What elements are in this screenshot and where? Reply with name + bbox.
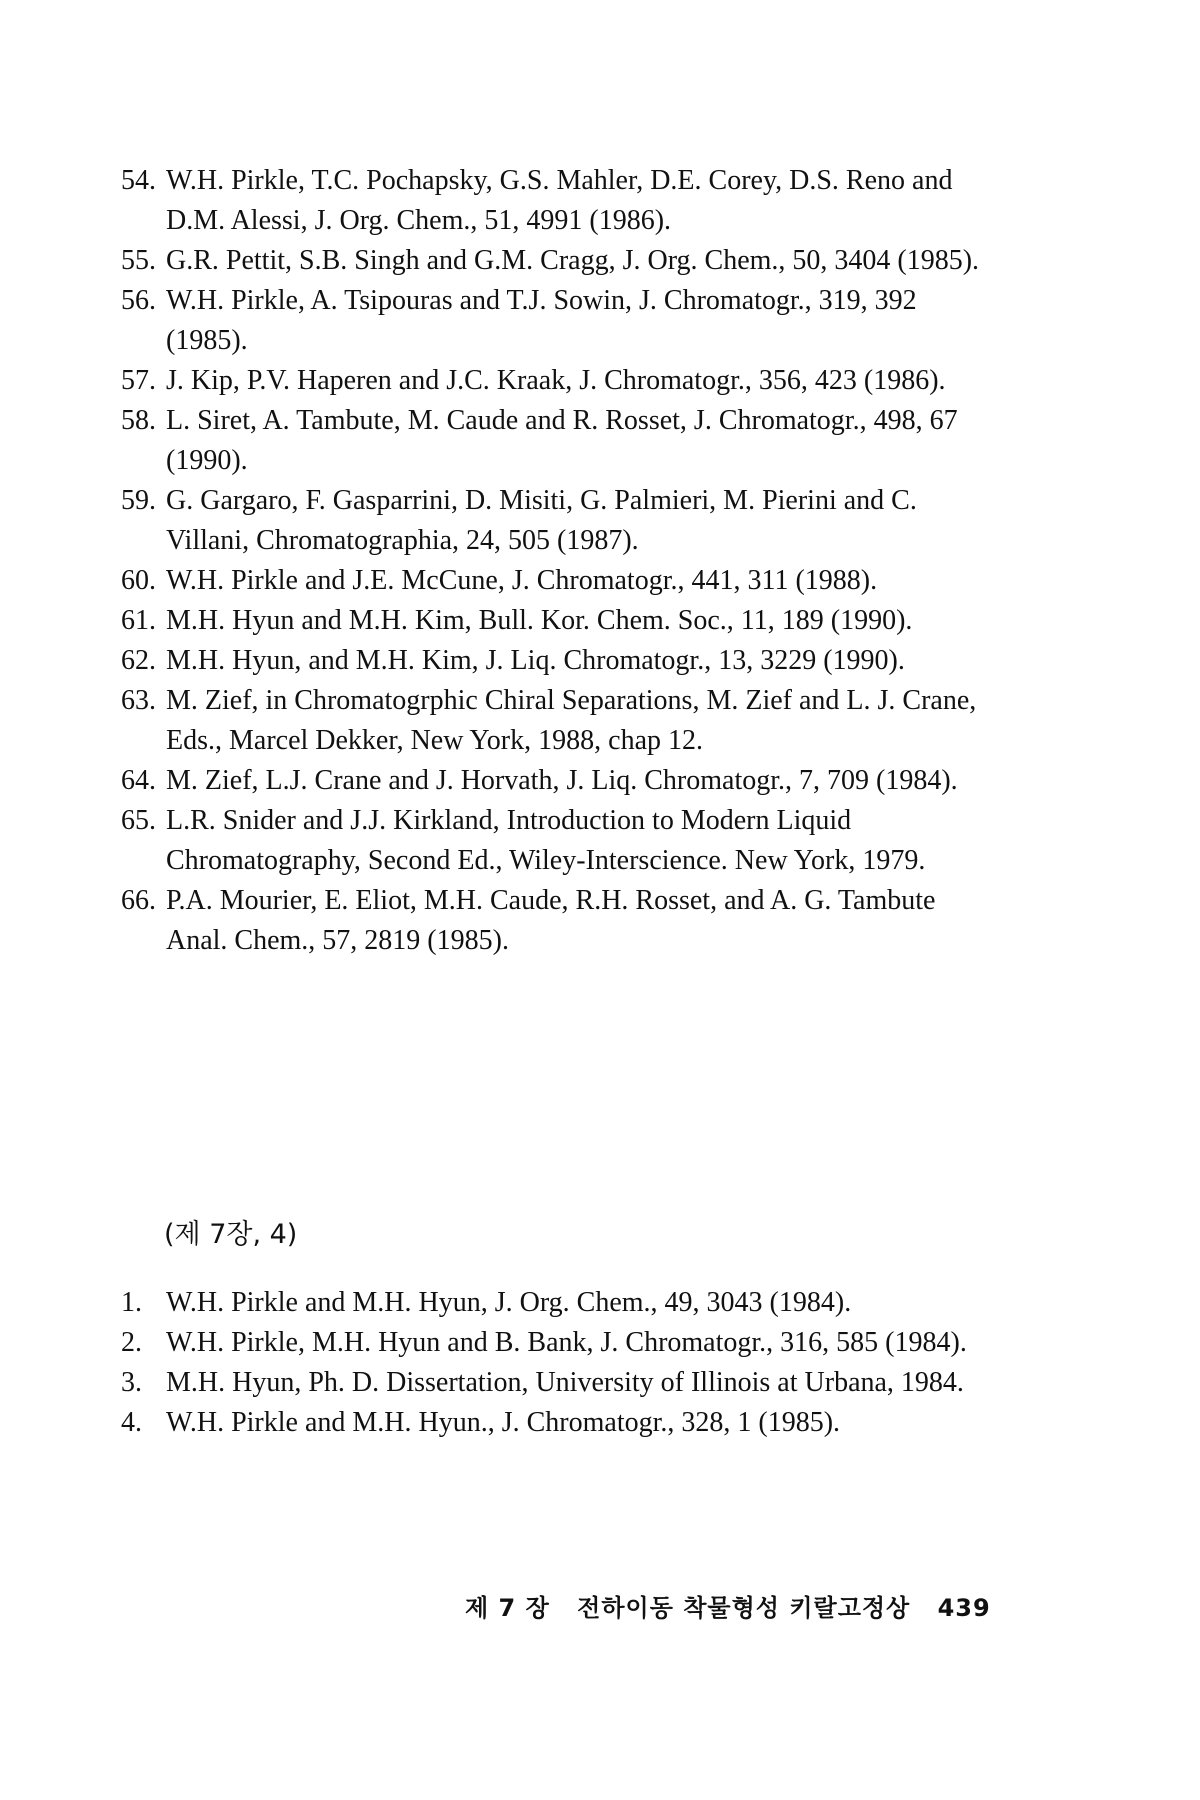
reference-text: M.H. Hyun and M.H. Kim, Bull. Kor. Chem. Soc., 11, 189 (1990). (166, 605, 913, 636)
reference-text: L.R. Snider and J.J. Kirkland, Introduction to Modern Liquid Chromatography, Second Ed., Wiley-Interscience. New York, 1979. (166, 805, 926, 876)
page-number: 439 (937, 1594, 991, 1622)
reference-number: 62. (121, 645, 156, 676)
reference-number: 63. (121, 685, 156, 716)
reference-number: 55. (121, 245, 156, 276)
reference-number: 65. (121, 805, 156, 836)
reference-number: 54. (121, 165, 156, 196)
reference-number: 4. (121, 1407, 142, 1438)
reference-text: W.H. Pirkle, A. Tsipouras and T.J. Sowin, J. Chromatogr., 319, 392 (1985). (166, 285, 917, 356)
reference-text: W.H. Pirkle and M.H. Hyun., J. Chromatogr., 328, 1 (1985). (166, 1407, 841, 1438)
reference-item (121, 801, 1001, 881)
reference-item (121, 561, 1001, 601)
reference-text: M.H. Hyun, and M.H. Kim, J. Liq. Chromatogr., 13, 3229 (1990). (166, 645, 905, 676)
reference-text: L. Siret, A. Tambute, M. Caude and R. Rosset, J. Chromatogr., 498, 67 (1990). (166, 405, 958, 476)
reference-item (121, 281, 1001, 361)
reference-item (121, 1283, 1001, 1323)
reference-item (121, 1323, 1001, 1363)
section-heading: (제 7장, 4) (164, 1219, 298, 1250)
reference-number: 2. (121, 1327, 142, 1358)
reference-text: M.H. Hyun, Ph. D. Dissertation, University of Illinois at Urbana, 1984. (166, 1367, 964, 1398)
reference-text: G. Gargaro, F. Gasparrini, D. Misiti, G. Palmieri, M. Pierini and C. Villani, Chromatographia, 24, 505 (1987). (166, 485, 917, 556)
reference-text: P.A. Mourier, E. Eliot, M.H. Caude, R.H. Rosset, and A. G. Tambute Anal. Chem., 57, 2819 (1985). (166, 885, 936, 956)
reference-list-chapter7 (121, 1283, 1001, 1443)
reference-item (121, 241, 1001, 281)
reference-text: M. Zief, in Chromatogrphic Chiral Separations, M. Zief and L. J. Crane, Eds., Marcel Dekker, New York, 1988, chap 12. (166, 685, 977, 756)
reference-item (121, 361, 1001, 401)
reference-text: W.H. Pirkle and M.H. Hyun, J. Org. Chem., 49, 3043 (1984). (166, 1287, 852, 1318)
reference-number: 61. (121, 605, 156, 636)
reference-number: 57. (121, 365, 156, 396)
reference-item (121, 761, 1001, 801)
reference-number: 56. (121, 285, 156, 316)
reference-number: 59. (121, 485, 156, 516)
reference-number: 66. (121, 885, 156, 916)
reference-item (121, 1403, 1001, 1443)
reference-text: W.H. Pirkle and J.E. McCune, J. Chromatogr., 441, 311 (1988). (166, 565, 878, 596)
footer-chapter: 제 7 장 (465, 1594, 550, 1622)
reference-item (121, 881, 1001, 961)
reference-item (121, 481, 1001, 561)
reference-number: 3. (121, 1367, 142, 1398)
reference-list-continued (121, 161, 1001, 961)
reference-number: 1. (121, 1287, 142, 1318)
reference-number: 58. (121, 405, 156, 436)
reference-text: G.R. Pettit, S.B. Singh and G.M. Cragg, J. Org. Chem., 50, 3404 (1985). (166, 245, 980, 276)
footer-title: 전하이동 착물형성 키랄고정상 (577, 1594, 911, 1622)
reference-item (121, 1363, 1001, 1403)
reference-item (121, 641, 1001, 681)
reference-item (121, 161, 1001, 241)
reference-text: M. Zief, L.J. Crane and J. Horvath, J. Liq. Chromatogr., 7, 709 (1984). (166, 765, 958, 796)
reference-text: J. Kip, P.V. Haperen and J.C. Kraak, J. Chromatogr., 356, 423 (1986). (166, 365, 946, 396)
reference-text: W.H. Pirkle, M.H. Hyun and B. Bank, J. Chromatogr., 316, 585 (1984). (166, 1327, 967, 1358)
reference-item (121, 681, 1001, 761)
reference-number: 64. (121, 765, 156, 796)
reference-item (121, 401, 1001, 481)
reference-item (121, 601, 1001, 641)
reference-text: W.H. Pirkle, T.C. Pochapsky, G.S. Mahler, D.E. Corey, D.S. Reno and D.M. Alessi, J. Org. Chem., 51, 4991 (1986). (166, 165, 953, 236)
reference-number: 60. (121, 565, 156, 596)
page-footer (465, 1588, 1009, 1623)
